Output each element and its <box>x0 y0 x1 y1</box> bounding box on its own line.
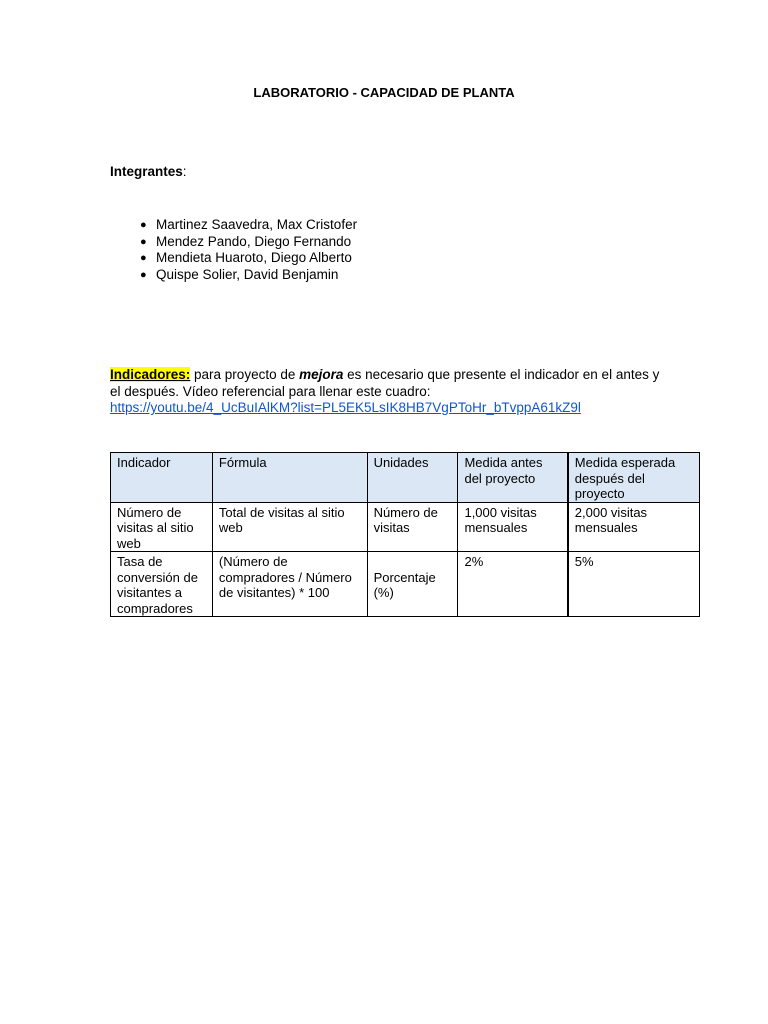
table-cell: 5% <box>568 552 700 617</box>
member-name: Quispe Solier, David Benjamin <box>156 266 339 282</box>
table-header-cell: Unidades <box>367 453 458 503</box>
table-header-cell: Medida antes del proyecto <box>458 453 568 503</box>
table-cell: Tasa de conversión de visitantes a compradores <box>111 552 213 617</box>
indicators-text-1: para proyecto de <box>190 367 300 382</box>
bullet-icon: ● <box>140 219 147 231</box>
bullet-icon: ● <box>140 235 147 248</box>
members-colon: : <box>182 164 187 179</box>
member-name: Martinez Saavedra, Max Cristofer <box>156 217 358 232</box>
indicators-text-2: es necesario que presente el indicador en el antes y el después. Vídeo referencial para llenar este cuadro: <box>110 367 660 399</box>
table-cell: Número de visitas <box>367 502 458 552</box>
table-header-cell: Fórmula <box>212 453 367 503</box>
video-link[interactable]: https://youtu.be/4_UcBuIAlKM?list=PL5EK5LsIK8HB7VgPToHr_bTvppA61kZ9l <box>110 400 581 415</box>
table-header-cell: Medida esperada después del proyecto <box>568 453 700 503</box>
document-title: LABORATORIO - CAPACIDAD DE PLANTA <box>253 85 515 100</box>
members-list <box>110 217 357 283</box>
member-name: Mendez Pando, Diego Fernando <box>156 233 352 249</box>
table-header-row <box>111 453 700 503</box>
indicators-label: Indicadores: <box>110 367 191 382</box>
bullet-icon: ● <box>140 252 147 264</box>
members-heading <box>110 164 187 179</box>
table-cell: Total de visitas al sitio web <box>212 502 367 552</box>
table-cell: 2% <box>458 552 568 617</box>
list-item <box>110 234 357 251</box>
table-cell: Porcentaje (%) <box>367 552 458 617</box>
members-label: Integrantes <box>110 164 183 179</box>
table-cell: 1,000 visitas mensuales <box>458 502 568 552</box>
indicators-table <box>110 452 700 617</box>
table-row <box>111 502 700 552</box>
table-row <box>111 552 700 617</box>
table-cell: Número de visitas al sitio web <box>111 502 213 552</box>
bullet-icon: ● <box>140 268 147 281</box>
indicators-emphasis: mejora <box>299 367 344 382</box>
table-cell: 2,000 visitas mensuales <box>568 502 700 552</box>
table-header-cell: Indicador <box>111 453 213 503</box>
indicators-paragraph <box>110 367 670 417</box>
list-item <box>110 250 357 267</box>
member-name: Mendieta Huaroto, Diego Alberto <box>156 250 352 265</box>
list-item <box>110 267 357 284</box>
list-item <box>110 217 357 234</box>
table-cell: (Número de compradores / Número de visitantes) * 100 <box>212 552 367 617</box>
